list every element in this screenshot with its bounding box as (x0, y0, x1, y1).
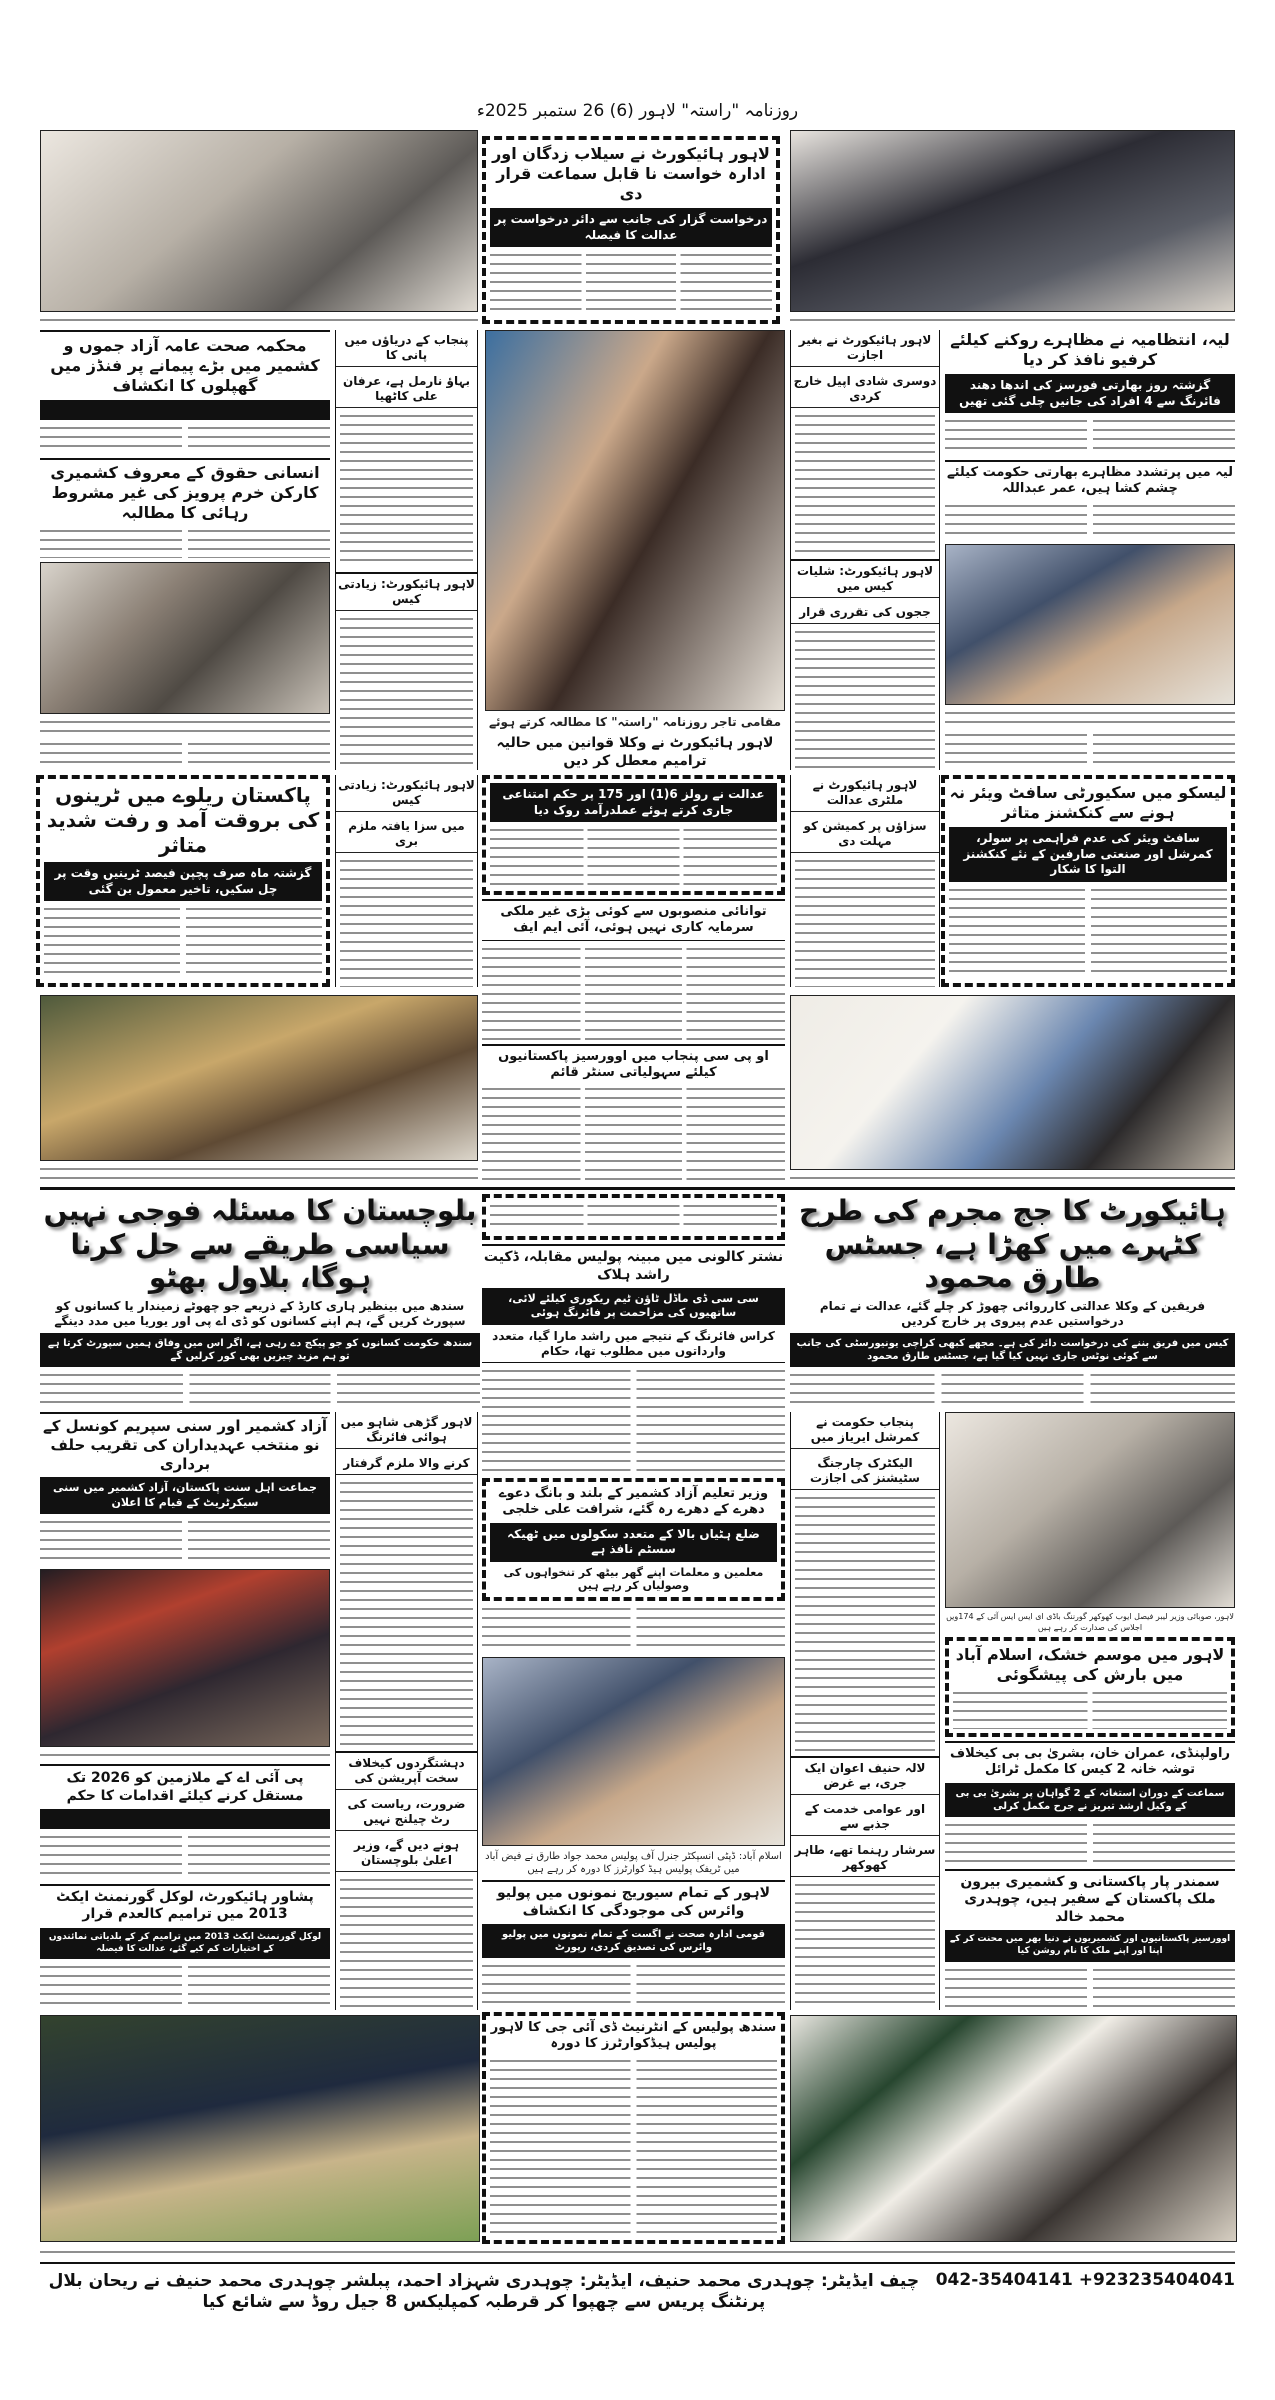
subheadline: سافٹ ویئر کی عدم فراہمی پر سولر، کمرشل اور صنعتی صارفین کے نئے کنکشنز التوا کا شکار (949, 827, 1227, 882)
footer-credits: چیف ایڈیٹر: چوہدری محمد حنیف، ایڈیٹر: چوہدری شہزاد احمد، پبلشر چوہدری محمد حنیف نے ریحان بلال پرنٹنگ پریس سے چھپوا کر قرطبہ کمپلیکس 8 جیل روڈ سے شائع کیا (48, 2271, 920, 2312)
education-news-box (482, 1478, 785, 1601)
headline: لاہور ہائیکورٹ نے وکلا قوانین میں حالیہ ترامیم معطل کر دیں (496, 735, 774, 769)
article-body (40, 527, 330, 557)
headline: لاہور ہائیکورٹ نے بغیر اجازت (791, 330, 939, 367)
article-body (790, 1371, 1235, 1406)
article-body (40, 1833, 330, 1880)
photo-caption (40, 316, 478, 325)
subheadline: کراس فائرنگ کے نتیجے میں راشد مارا گیا، متعدد وارداتوں میں مطلوب تھا، حکام (482, 1329, 785, 1363)
divider (40, 1187, 1235, 1190)
subheadline: درخواست گزار کی جانب سے دائر درخواست پر عدالت کا فیصلہ (490, 208, 772, 247)
column-a-3 (40, 1412, 330, 2010)
article-body (44, 905, 322, 979)
column-e-3 (945, 1412, 1235, 2010)
column-a (40, 330, 330, 770)
photo-officials-meeting (945, 544, 1235, 705)
article-body (340, 1876, 473, 2010)
headline: لیسکو میں سکیورٹی سافٹ ویئر نہ ہونے سے کنکشنز متاثر (949, 783, 1227, 822)
column-d (790, 330, 940, 770)
subheadline: گزشتہ روز بھارتی فورسز کی اندھا دھند فائرنگ سے 4 افراد کی جانیں چلی گئی تھیں (945, 374, 1235, 413)
photo-police-handshake (790, 995, 1235, 1170)
headline-line2: میں سزا یافتہ ملزم بری (336, 816, 477, 853)
lawyers-news-box (482, 775, 785, 895)
headline: لالہ حنیف اعوان ایک جری، بے غرض (791, 1756, 939, 1795)
article-body (795, 1881, 935, 2010)
photo-police-group (40, 2015, 480, 2242)
column-e (945, 330, 1235, 770)
headline: توانائی منصوبوں سے کوئی بڑی غیر ملکی سرمایہ کاری نہیں ہوئی، آئی ایم ایف (482, 899, 785, 941)
photo-caption (790, 1174, 1235, 1183)
headline: پنجاب حکومت نے کمرشل ایریاز میں (791, 1412, 939, 1449)
article-body (482, 945, 785, 1040)
headline: لیہ میں پرتشدد مظاہرے بھارتی حکومت کیلئے چشم کشا ہیں، عمر عبداللہ (945, 460, 1235, 498)
headline: پشاور ہائیکورٹ، لوکل گورنمنٹ ایکٹ 2013 میں ترامیم کالعدم قرار (40, 1884, 330, 1924)
photo-event-screen (40, 1569, 330, 1748)
article-body (482, 1962, 785, 2010)
subheadline: لوکل گورنمنٹ ایکٹ 2013 میں ترامیم کر کے بلدیاتی نمائندوں کے اختیارات کم کیے گئے، عدالت کا فیصلہ (40, 1928, 330, 1959)
headline: وزیر تعلیم آزاد کشمیر کے بلند و بانگ دعوے دھرے کے دھرے رہ گئے، شرافت علی خلجی (498, 1486, 769, 1518)
headline: لاہور ہائیکورٹ نے ملٹری عدالت (791, 775, 939, 812)
headline-line2: کرنے والا ملزم گرفتار (336, 1453, 477, 1475)
masthead-date: روزنامہ "راستہ" لاہور (6) 26 ستمبر 2025ء (476, 101, 799, 121)
article-body (945, 417, 1235, 456)
subheadline-bar: کیس میں فریق بننے کی درخواست دائر کی ہے۔ مجھے کبھی کراچی یونیورسٹی کی جانب سے کوئی نوٹس جاری نہیں کیا گیا ہے، جسٹس طارق محمود (790, 1333, 1235, 1367)
article-body (340, 615, 473, 771)
headline: پی آئی اے کے ملازمین کو 2026 تک مستقل کرنے کیلئے اقدامات کا حکم (66, 1770, 304, 1804)
article-body (795, 628, 935, 771)
headline-line2: الیکٹرک چارجنگ سٹیشنز کی اجازت (791, 1453, 939, 1490)
column-c-3 (482, 1478, 785, 2010)
subheadline: فریقین کے وکلا عدالتی کارروائی چھوڑ کر چلے گئے، عدالت نے تمام درخواستیں عدم پیروی پر خارج کردیں (819, 1298, 1206, 1328)
headline-line2: بہاؤ نارمل ہے، عرفان علی کاٹھیا (336, 371, 477, 408)
subheadline-bar: سندھ حکومت کسانوں کو جو پیکج دے رہی ہے، اگر اس میں وفاق ہمیں سپورٹ کرتا ہے تو ہم مزید چیزیں بھی کور کرلیں گے (40, 1333, 480, 1367)
headline: لاہور ہائیکورٹ نے سیلاب زدگان اور ادارہ خواست نا قابل سماعت قرار دی (492, 144, 770, 203)
photo-caption: مقامی تاجر روزنامہ "راستہ" کا مطالعہ کرتے ہوئے (488, 715, 781, 730)
article-body (795, 857, 935, 987)
subheadline: گزشتہ ماہ صرف پچپن فیصد ٹرینیں وقت پر چل سکیں، تاخیر معمول بن گئی (44, 862, 322, 901)
subheadline-bar: سی سی ڈی ماڈل ٹاؤن ٹیم ریکوری کیلئے لائی، ساتھیوں کی مزاحمت پر فائرنگ ہوئی (482, 1288, 785, 1325)
photo-meeting-officials (40, 130, 478, 312)
article-body (482, 1367, 785, 1472)
photo-captions (40, 2248, 1235, 2257)
subheadline: سندھ میں بینظیر ہاری کارڈ کے ذریعے جو چھوٹے زمیندار یا کسانوں کو سپورٹ کریں گے، ہم اپنے کسانوں کو ڈی اے پی اور یوریا میں مدد دینگے (54, 1298, 466, 1328)
headline-line2: ضرورت، ریاست کی رٹ چیلنج نہیں (336, 1794, 477, 1831)
article-body (795, 1494, 935, 1752)
article-body (945, 1966, 1235, 2010)
article-body (482, 1085, 785, 1180)
photo-overseas-meeting (790, 2015, 1237, 2242)
photo-caption (40, 1165, 478, 1183)
lesco-news-box (941, 775, 1235, 987)
article-body (482, 1605, 785, 1653)
row3-left-photo-block (40, 995, 478, 1183)
article-body (795, 412, 935, 555)
photo-caption: اسلام آباد: ڈپٹی انسپکٹر جنرل آف پولیس محمد جواد طارق نے فیض آباد میں ٹریفک پولیس ہیڈ کوارٹرز کا دورہ کر رہے ہیں (485, 1851, 782, 1876)
railway-news-box (36, 775, 330, 987)
divider (40, 1764, 330, 1766)
article-body (949, 886, 1227, 979)
article-body (945, 502, 1235, 541)
divider (40, 330, 330, 332)
photo-reader-newspaper (485, 330, 785, 711)
photo-caption (945, 709, 1235, 727)
subheadline: عدالت نے رولز 6(1) اور 175 پر حکم امتناعی جاری کرتے ہوئے عملدرآمد روک دیا (490, 783, 777, 822)
footer-phones: 042-35404141 +923235404041 (935, 2270, 1235, 2290)
column-d-3 (790, 1412, 940, 2010)
photo-caption (40, 1751, 330, 1760)
subheadline-bar (40, 400, 330, 420)
article-body (340, 412, 473, 568)
article-body (40, 1963, 330, 2010)
article-body (490, 1202, 777, 1232)
photo-caption: لاہور، صوبائی وزیر لیبر فیصل ایوب کھوکھر گورننگ باڈی ای ایس ایس آئی کے 174ویں اجلاس کی صدارت کر رہے ہیں (946, 1612, 1234, 1632)
center-news-box-2 (482, 1194, 785, 1240)
top-left-photo-block (40, 130, 478, 325)
article-body (340, 857, 473, 987)
subheadline-bar (40, 1809, 330, 1829)
column-d-2 (790, 775, 940, 987)
headline: انسانی حقوق کے معروف کشمیری کارکن خرم پرویز کی غیر مشروط رہائی کا مطالبہ (40, 458, 330, 523)
headline: راولپنڈی، عمران خان، بشریٰ بی بی کیخلاف توشہ خانہ 2 کیس کا مکمل ٹرائل (945, 1741, 1235, 1779)
headline: نشتر کالونی میں مبینہ پولیس مقابلہ، ڈکیت راشد ہلاک (482, 1244, 785, 1284)
headline: او پی سی پنجاب میں اوورسیز پاکستانیوں کیلئے سہولیاتی سنٹر قائم (482, 1044, 785, 1082)
article-body (40, 1371, 480, 1406)
headline: پاکستان ریلوے میں ٹرینوں کی بروقت آمد و رفت شدید متاثر (46, 783, 320, 857)
lead-left-block (40, 1194, 480, 1406)
photo-caption (790, 316, 1235, 325)
photo-police-visit (482, 1657, 785, 1847)
article-body (945, 1821, 1235, 1865)
headline: لاہور میں موسم خشک، اسلام آباد میں بارش کی پیشگوئی (955, 1645, 1225, 1685)
subheadline: اوورسیز پاکستانیوں اور کشمیریوں نے دنیا بھر میں محنت کر کے اپنا اور اپنے ملک کا نام روشن کیا (945, 1930, 1235, 1961)
top-right-photo-block (790, 130, 1235, 325)
article-body (340, 1479, 473, 1747)
photo-essi-meeting (945, 1412, 1235, 1608)
headline-line3: سرشار رہنما تھے، طاہر کھوکھر (791, 1840, 939, 1877)
divider (40, 2262, 1235, 2264)
column-b (335, 330, 478, 770)
article-body (490, 826, 777, 887)
article-body (40, 424, 330, 454)
headline-line3: ہونے دیں گے، وزیر اعلیٰ بلوچستان (336, 1835, 477, 1872)
weather-news-box (945, 1637, 1235, 1737)
lead-headline-right: ہائیکورٹ کا جج مجرم کی طرح کٹہرے میں کھڑا ہے، جسٹس طارق محمود (799, 1194, 1226, 1295)
column-c (485, 330, 785, 770)
article-body (40, 740, 330, 770)
subheadline: معلمین و معلمات اپنے گھر بیٹھ کر تنخواہوں کی وصولیاں کر رہے ہیں (503, 1565, 764, 1593)
column-c-2 (482, 775, 785, 1180)
headline: لاہور ہائیکورٹ: شلیات کیس میں (791, 559, 939, 598)
headline-line2: دوسری شادی اپیل خارج کردی (791, 371, 939, 408)
column-b-2 (335, 775, 478, 987)
row3-right-photo-block (790, 995, 1235, 1183)
headline-line2: سزاؤں پر کمیشن کو مہلت دی (791, 816, 939, 853)
photo-police-meeting (790, 130, 1235, 312)
headline: سندھ پولیس کے انٹرنیٹ ڈی آئی جی کا لاہور پولیس ہیڈکوارٹرز کا دورہ (490, 2020, 777, 2052)
article-body (945, 731, 1235, 770)
lead-center-block (482, 1194, 785, 1472)
headline: پنجاب کے دریاؤں میں پانی کا (336, 330, 477, 367)
subheadline: قومی ادارہ صحت نے اگست کے تمام نمونوں میں پولیو وائرس کی تصدیق کردی، رپورٹ (482, 1924, 785, 1958)
photo-conference (40, 562, 330, 714)
headline: لاہور ہائیکورٹ: زیادتی کیس (336, 775, 477, 812)
headline: محکمہ صحت عامہ آزاد جموں و کشمیر میں بڑے پیمانے پر فنڈز میں گھپلوں کا انکشاف (50, 336, 320, 395)
lead-headline-left: بلوچستان کا مسئلہ فوجی نہیں سیاسی طریقے سے حل کرنا ہوگا، بلاول بھٹو (43, 1194, 477, 1295)
sindh-police-news-box (482, 2012, 785, 2244)
subheadline: سماعت کے دوران استغاثہ کے 2 گواہان پر بشریٰ بی بی کے وکیل ارشد تبریز نے جرح مکمل کرلی (945, 1783, 1235, 1817)
column-b-3 (335, 1412, 478, 2010)
article-body (40, 1518, 330, 1565)
lead-right-block (790, 1194, 1235, 1406)
headline: آزاد کشمیر اور سنی سپریم کونسل کے نو منتخب عہدیداران کی تقریب حلف برداری (40, 1412, 330, 1473)
article-body (490, 2057, 777, 2237)
headline-line2: ججوں کی تقرری قرار (791, 602, 939, 624)
headline: سمندر پار پاکستانی و کشمیری بیرون ملک پاکستان کے سفیر ہیں، چوہدری محمد خالد (945, 1869, 1235, 1927)
headline-line2: اور عوامی خدمت کے جذبے سے (791, 1799, 939, 1836)
headline: لیہ، انتظامیہ نے مظاہرے روکنے کیلئے کرفیو نافذ کر دیا (950, 330, 1230, 369)
headline: لاہور گڑھی شاہو میں ہوائی فائرنگ (336, 1412, 477, 1449)
subheadline: ضلع ہٹیاں بالا کے متعدد سکولوں میں ٹھیکہ سسٹم نافذ ہے (490, 1523, 777, 1562)
subheadline: جماعت اہل سنت پاکستان، آزاد کشمیر میں سنی سیکرٹریٹ کے قیام کا اعلان (40, 1477, 330, 1514)
headline: لاہور ہائیکورٹ: زیادتی کیس (336, 572, 477, 611)
article-body (490, 251, 772, 316)
photo-caption (40, 718, 330, 736)
headline: لاہور کے تمام سیوریج نمونوں میں پولیو وائرس کی موجودگی کا انکشاف (482, 1880, 785, 1920)
headline: دہشتگردوں کیخلاف سخت آپریشن کی (336, 1751, 477, 1790)
article-body (953, 1689, 1227, 1729)
photo-board-meeting (40, 995, 478, 1161)
footer-imprint (40, 2270, 1235, 2312)
center-news-box (482, 136, 780, 324)
